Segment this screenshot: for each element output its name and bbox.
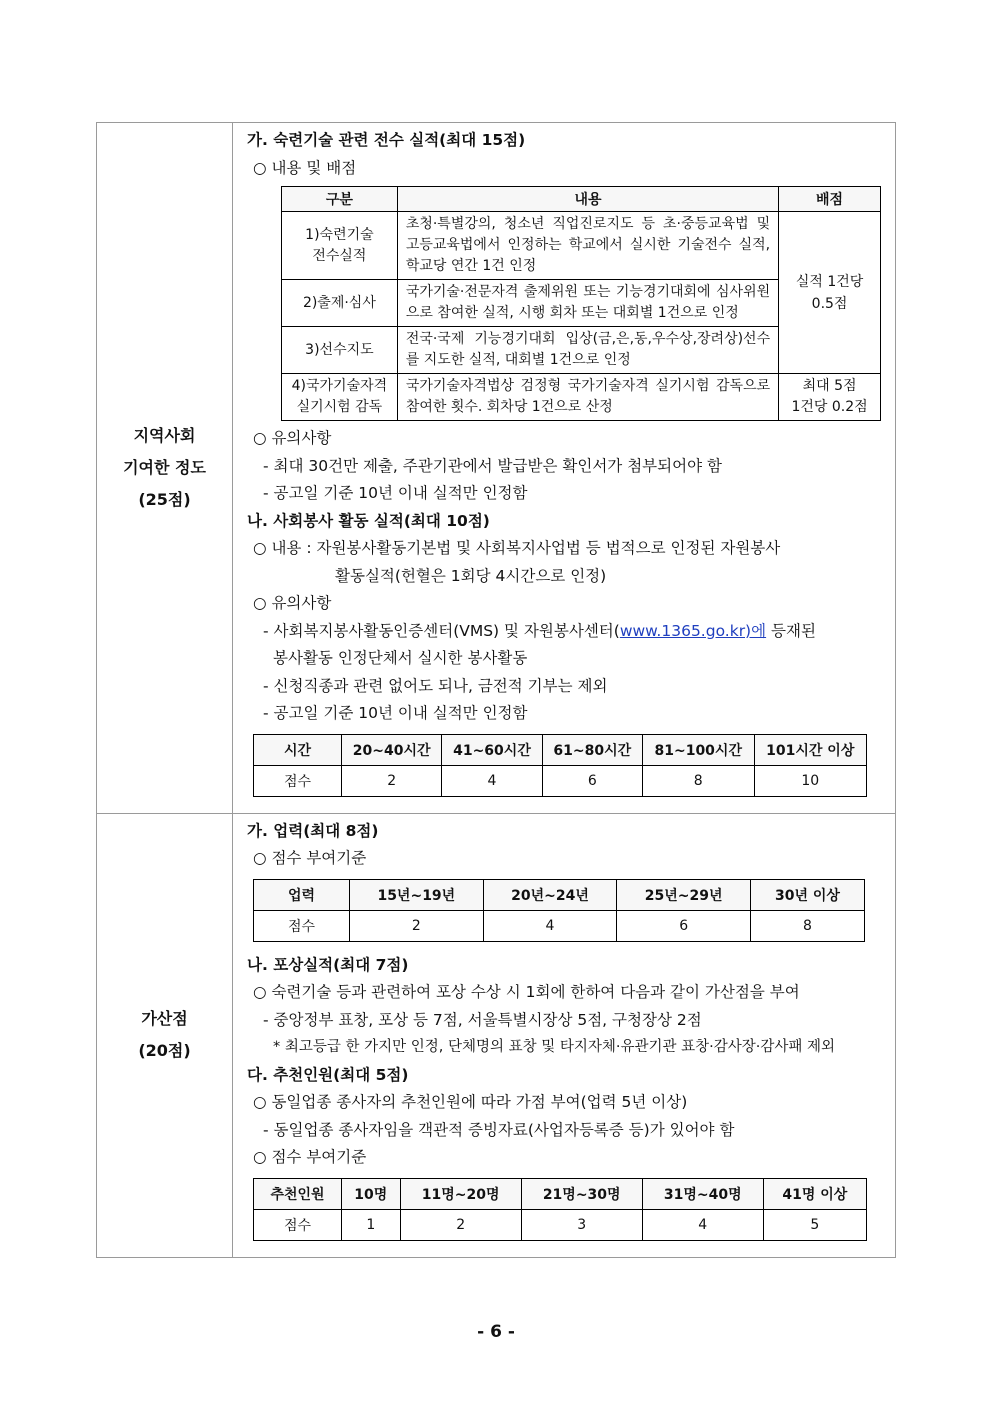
note-line-cont: 봉사활동 인정단체서 실시한 봉사활동 <box>273 649 528 667</box>
table-cell: 점수 <box>254 910 350 941</box>
note-line: - 신청직종과 관련 없어도 되나, 금전적 기부는 제외 <box>263 676 608 695</box>
table-cell: 8 <box>751 910 865 941</box>
table-header: 31명~40명 <box>642 1178 763 1209</box>
table-header: 10명 <box>342 1178 401 1209</box>
table-header: 41명 이상 <box>763 1178 866 1209</box>
note-text: - 사회복지봉사활동인증센터(VMS) 및 자원봉사센터( <box>263 621 620 640</box>
label-line: 지역사회 <box>133 425 196 445</box>
table-cell: 최대 5점 1건당 0.2점 <box>779 374 881 421</box>
table-cell: 점수 <box>254 1209 342 1240</box>
subsection-title: 나. 포상실적(최대 7점) <box>247 955 409 974</box>
section-label-community <box>97 123 233 814</box>
table-header: 배점 <box>779 187 881 212</box>
table-header: 20~40시간 <box>342 734 442 765</box>
bullet-line-cont: 활동실적(헌혈은 1회당 4시간으로 인정) <box>335 566 607 585</box>
table-cell: 3)선수지도 <box>282 327 398 374</box>
table-header: 추천인원 <box>254 1178 342 1209</box>
table-row <box>254 1209 867 1240</box>
table-cell: 초청·특별강의, 청소년 직업진로지도 등 초·중등교육법 및 고등교육법에서 인정하는 학교에서 실시한 기술전수 실적, 학교당 연간 1건 인정 <box>397 212 778 280</box>
skill-transfer-table <box>281 186 881 421</box>
table-cell: 4 <box>442 765 542 796</box>
table-header: 25년~29년 <box>617 879 751 910</box>
table-header: 30년 이상 <box>751 879 865 910</box>
table-cell: 전국·국제 기능경기대회 입상(금,은,동,우수상,장려상)선수를 지도한 실적, 대회별 1건으로 인정 <box>397 327 778 374</box>
table-row <box>282 212 881 280</box>
note-text: 등재된 <box>766 621 816 640</box>
bullet-line: ○ 숙련기술 등과 관련하여 포상 수상 시 1회에 한하여 다음과 같이 가산점을 부여 <box>253 983 800 1001</box>
note-line: - 공고일 기준 10년 이내 실적만 인정함 <box>263 704 528 722</box>
section-label-bonus <box>97 813 233 1257</box>
table-cell: 10 <box>754 765 866 796</box>
bullet-line: ○ 점수 부여기준 <box>253 1148 367 1166</box>
footnote-line: * 최고등급 한 가지만 인정, 단체명의 표창 및 타지자체·유관기관 표창·감사장·감사패 제외 <box>273 1039 836 1055</box>
table-cell: 4 <box>483 910 617 941</box>
table-header: 41~60시간 <box>442 734 542 765</box>
table-header: 61~80시간 <box>542 734 642 765</box>
career-score-table <box>253 879 865 942</box>
table-header: 101시간 이상 <box>754 734 866 765</box>
bullet-line: ○ 점수 부여기준 <box>253 849 367 867</box>
volunteer-score-table <box>253 734 867 797</box>
bullet-line: ○ 내용 및 배점 <box>253 158 357 177</box>
subsection-title: 다. 추천인원(최대 5점) <box>247 1065 409 1084</box>
subsection-title: 가. 숙련기술 관련 전수 실적(최대 15점) <box>247 131 526 149</box>
label-line: 기여한 정도 <box>123 457 206 477</box>
bullet-line: ○ 유의사항 <box>253 429 332 447</box>
section-content-bonus <box>233 813 896 1257</box>
table-cell: 1 <box>342 1209 401 1240</box>
table-header: 81~100시간 <box>642 734 754 765</box>
table-cell: 4 <box>642 1209 763 1240</box>
label-line: 가산점 <box>141 1009 188 1028</box>
table-cell: 3 <box>521 1209 642 1240</box>
table-header: 15년~19년 <box>350 879 484 910</box>
note-line: - 공고일 기준 10년 이내 실적만 인정함 <box>263 484 528 502</box>
table-row <box>254 765 867 796</box>
section-content-community <box>233 123 896 814</box>
table-cell: 4)국가기술자격 실기시험 감독 <box>282 374 398 421</box>
subsection-title: 나. 사회봉사 활동 실적(최대 10점) <box>247 511 490 530</box>
table-row <box>282 374 881 421</box>
note-line <box>247 618 881 646</box>
table-header: 내용 <box>397 187 778 212</box>
table-cell: 6 <box>542 765 642 796</box>
table-cell: 실적 1건당 0.5점 <box>779 212 881 374</box>
bullet-line: ○ 동일업종 종사자의 추천인원에 따라 가점 부여(업력 5년 이상) <box>253 1093 688 1111</box>
table-cell: 2 <box>400 1209 521 1240</box>
table-header: 구분 <box>282 187 398 212</box>
recommendation-score-table <box>253 1178 867 1241</box>
subsection-title: 가. 업력(최대 8점) <box>247 821 379 840</box>
table-header: 21명~30명 <box>521 1178 642 1209</box>
table-row <box>254 910 865 941</box>
table-cell: 5 <box>763 1209 866 1240</box>
table-cell: 2 <box>350 910 484 941</box>
label-line: (20점) <box>138 1041 191 1060</box>
label-line: (25점) <box>138 489 191 509</box>
note-line: - 중앙정부 표창, 포상 등 7점, 서울특별시장상 5점, 구청장상 2점 <box>263 1010 702 1029</box>
table-header: 11명~20명 <box>400 1178 521 1209</box>
table-cell: 6 <box>617 910 751 941</box>
evaluation-table <box>96 122 896 1258</box>
table-cell: 점수 <box>254 765 342 796</box>
table-cell: 2)출제·심사 <box>282 280 398 327</box>
bullet-line: ○ 유의사항 <box>253 594 332 612</box>
note-line: - 최대 30건만 제출, 주관기관에서 발급받은 확인서가 첨부되어야 함 <box>263 456 722 475</box>
table-cell: 국가기술자격법상 검정형 국가기술자격 실기시험 감독으로 참여한 횟수. 회차당 1건으로 산정 <box>397 374 778 421</box>
table-header: 업력 <box>254 879 350 910</box>
bullet-line: ○ 내용 : 자원봉사활동기본법 및 사회복지사업법 등 법적으로 인정된 자원봉사 <box>253 539 781 557</box>
table-cell: 1)숙련기술 전수실적 <box>282 212 398 280</box>
volunteer-center-link[interactable]: www.1365.go.kr)에 <box>619 621 767 640</box>
note-line: - 동일업종 종사자임을 객관적 증빙자료(사업자등록증 등)가 있어야 함 <box>263 1120 735 1139</box>
page-number: - 6 - <box>477 1322 515 1342</box>
table-cell: 2 <box>342 765 442 796</box>
table-cell: 8 <box>642 765 754 796</box>
table-cell: 국가기술·전문자격 출제위원 또는 기능경기대회에 심사위원으로 참여한 실적, 시행 회차 또는 대회별 1건으로 인정 <box>397 280 778 327</box>
table-header: 20년~24년 <box>483 879 617 910</box>
table-header: 시간 <box>254 734 342 765</box>
